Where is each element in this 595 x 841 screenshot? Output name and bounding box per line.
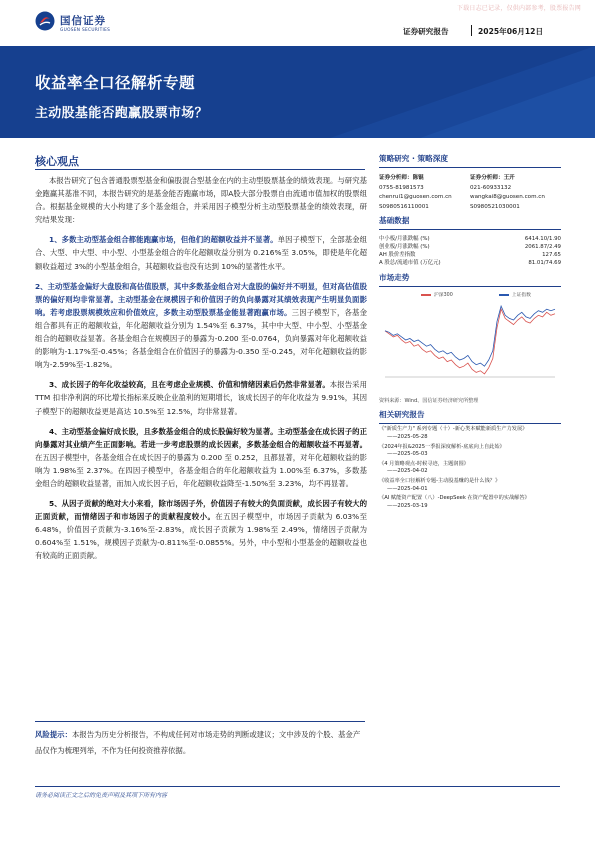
- related-report[interactable]: [379, 478, 561, 493]
- sidebar: [379, 153, 561, 510]
- header-divider: [471, 25, 472, 36]
- report-category: 策略研究 · 策略深度: [379, 154, 448, 163]
- finding-1: [35, 233, 367, 272]
- brand-name-en: GUOSEN SECURITIES: [60, 28, 111, 33]
- risk-label: 风险提示：: [35, 730, 72, 739]
- report-type: 证券研究报告: [403, 27, 449, 36]
- related-report-date: ——2025-03-19: [387, 502, 428, 509]
- data-label: 创业板/月涨跌幅 (%): [379, 244, 430, 251]
- data-value: 6414.10/1.90: [524, 236, 561, 243]
- related-report[interactable]: [379, 495, 561, 510]
- core-views-heading: 核心观点: [35, 155, 79, 168]
- finding-5: [35, 497, 367, 562]
- finding-4-detail: 在五因子模型中，各基金组合在成长因子的暴露为 0.200 至 0.252，且都显著，对年化超额收益的影响为 1.98%至 2.37%。在四因子模型中，各基金组合的年化超额收益为 1.00%至 6.37%，多数基金组合的超额收益显著，而加入成长因子后，年化超额收益降至-1.50%至 3.23%，均不再显著。: [35, 452, 367, 488]
- data-row: [379, 235, 561, 243]
- related-report-date: ——2025-04-01: [387, 485, 428, 492]
- series-line-0: [385, 310, 555, 375]
- risk-warning: [35, 727, 367, 759]
- data-value: 2061.87/2.49: [524, 244, 561, 251]
- data-row: [379, 251, 561, 259]
- market-trend-heading: 市场走势: [379, 273, 410, 283]
- finding-3-detail: 本报告采用 TTM 扣非净利润的环比增长指标来反映企业盈利的短期增长，该成长因子的年化收益为 9.91%，其因子模型下的超额收益更是高达 10.5%至 12.5%，均非常显著。: [35, 380, 367, 416]
- analyst-license: S0980516110001: [379, 203, 429, 210]
- finding-4-headline: 4、主动型基金偏好成长股，且多数基金组合的成长股偏好较为显著。: [49, 426, 278, 436]
- related-report-title[interactable]: 《4 月策略观点-时候寻迹，主题润围》: [379, 460, 469, 467]
- related-report[interactable]: [379, 426, 561, 441]
- basic-data-table: [379, 235, 561, 267]
- title-banner: [0, 46, 595, 138]
- finding-1-detail: 单因子模型下，全部基金组合、大型、中大型、中小型、小型基金组合的年化超额收益分别为 0.216%至 3.05%，即使是年化超额收益超过 3%的小型基金组合，其超额收益也没有达到 10%的显著性水平。: [35, 235, 367, 271]
- data-label: A 股总/流通市值 (万亿元): [379, 260, 441, 267]
- data-label: 中小板/月涨跌幅 (%): [379, 236, 430, 243]
- finding-2-detail: 三因子模型下，各基金组合都具有正的超额收益，年化超额收益分别为 1.54%至 6.37%，其中中大型、中小型、小型基金组合的超额收益显著。各基金组合在规模因子的暴露为-0.200 至-0.0764，负向暴露对年化超额收益的影响为-1.17%至-0.45%；各基金组合在价值因子的暴露为-0.350 至-0.245，对年化超额收益的影响为-2.59%至-1.82%。: [35, 307, 367, 370]
- related-report-date: ——2025-05-03: [387, 451, 428, 458]
- divider: [379, 286, 561, 287]
- analyst-role: 证券分析师：: [470, 175, 504, 181]
- analyst-name: 陈锟: [412, 175, 424, 181]
- legend-label: 沪深300: [434, 293, 453, 299]
- divider: [379, 229, 561, 230]
- watermark: 下载日志已记录，仅供内部参考，股票报告网: [456, 5, 581, 12]
- analyst-card: [379, 174, 470, 212]
- chart-source: 资料来源：Wind、国信证券经济研究所整理: [379, 398, 479, 405]
- core-views-body: [35, 174, 367, 570]
- report-title: 收益率全口径解析专题: [35, 74, 196, 92]
- divider: [35, 721, 365, 722]
- basic-data-heading: 基础数据: [379, 216, 410, 226]
- data-row: [379, 259, 561, 267]
- finding-5-detail: 在五因子模型中，市场因子贡献为 6.03%至 6.48%，价值因子贡献为-3.16%至-2.83%，成长因子贡献为 1.98%至 2.49%，情绪因子贡献为 0.604%至 1.51%，规模因子贡献为-0.811%至-0.0855%。另外，中小型和小型基金的超额收益也有较高的正面贡献。: [35, 512, 367, 561]
- legend-swatch: [421, 294, 431, 296]
- footer-divider: [35, 786, 560, 787]
- intro-paragraph: [35, 174, 367, 226]
- analyst-name: 王开: [503, 175, 515, 181]
- related-report[interactable]: [379, 444, 561, 459]
- intro-text: 本报告研究了包含普通股票型基金和偏股混合型基金在内的主动型股票基金的绩效表现。与研究基金跑赢其基准不同，本报告研究的是基金能否跑赢市场，即A股大部分股票自由流通市值加权的股票组合。根据基金规模的大小构建了多个基金组合，并采用因子模型分析主动型股票基金的绩效表现，研究结果发现：: [35, 176, 367, 225]
- market-trend-chart: [379, 299, 561, 391]
- finding-1-headline: 1、多数主动型基金组合都能跑赢市场，但他们的超额收益并不显著。: [49, 235, 278, 245]
- data-label: AH 股价差指数: [379, 252, 416, 259]
- related-report-title[interactable]: 《2024年报&2025一季报深度解析-底底向上自此始》: [379, 443, 505, 450]
- report-date: 2025年06月12日: [478, 27, 544, 36]
- chart-legend: [379, 290, 561, 299]
- brand-name: 国信证券: [60, 15, 106, 27]
- analyst-phone: 021-60933132: [470, 184, 512, 191]
- finding-2: [35, 280, 367, 372]
- analyst-phone: 0755-81981573: [379, 184, 424, 191]
- related-report-date: ——2025-04-02: [387, 468, 428, 475]
- analyst-card: [470, 174, 561, 212]
- related-report-date: ——2025-05-28: [387, 433, 428, 440]
- report-subtitle: 主动股基能否跑赢股票市场？: [35, 106, 208, 121]
- related-reports-list: [379, 426, 561, 510]
- analyst-license: S0980521030001: [470, 203, 520, 210]
- related-report[interactable]: [379, 461, 561, 476]
- related-reports-heading: 相关研究报告: [379, 410, 425, 420]
- analyst-role: 证券分析师：: [379, 175, 413, 181]
- related-report-title[interactable]: 《"新质生产力" 系列专题（十）-新心类本赋能新质生产力发展》: [379, 426, 528, 433]
- risk-text: 本报告为历史分析报告，不构成任何对市场走势的判断或建议；文中涉及的个股、基金产品仅作为梳理列举，不作为任何投资推荐依据。: [35, 730, 361, 755]
- finding-3: [35, 378, 367, 417]
- data-value: 81.01/74.69: [528, 260, 561, 267]
- data-value: 127.65: [542, 252, 561, 259]
- series-line-1: [385, 306, 555, 366]
- disclaimer-footer: 请务必阅读正文之后的免责声明及其项下所有内容: [35, 792, 168, 799]
- finding-4-headline-2: 主动型基金在成长因子的正向暴露对其业绩产生正面影响。若进一步考虑股票的成长因素，多数基金组合的超额收益不再显著。: [35, 426, 367, 449]
- legend-swatch: [499, 294, 509, 296]
- divider: [379, 423, 561, 424]
- data-row: [379, 243, 561, 251]
- related-report-title[interactable]: 《AI 赋能资产配置（八）-DeepSeek 在资产配置中的实战解答》: [379, 495, 530, 502]
- related-report-title[interactable]: 《收益率全口径解析专题-主动股基赚的是什么钱？》: [379, 477, 501, 484]
- analyst-email[interactable]: wangkai8@guosen.com.cn: [470, 194, 545, 201]
- divider: [35, 169, 365, 170]
- finding-4: [35, 425, 367, 490]
- guosen-logo-icon: [35, 11, 55, 31]
- analyst-email[interactable]: chenrui1@guosen.com.cn: [379, 194, 452, 201]
- divider: [379, 167, 561, 168]
- finding-5-headline: 5、从因子贡献的绝对大小来看，除市场因子外，价值因子有较大的负面贡献，成长因子有较大的正面贡献，而情绪因子和市场因子的贡献程度较小。: [35, 499, 367, 522]
- analyst-list: [379, 174, 561, 212]
- finding-2-headline: 2、主动型基金偏好大盘股和高估值股票，其中多数基金组合对大盘股的偏好并不明显，但对高估值股票的偏好则均非常显著。主动型基金在规模因子和价值因子的负向暴露对其绩效表现产生明显负面影响。若考虑股票规模效应和价值效应，多数主动型股票基金能显著跑赢市场。: [35, 281, 367, 317]
- legend-label: 上证指数: [511, 293, 531, 299]
- finding-3-headline: 3、成长因子的年化收益较高，且在考虑企业规模、价值和情绪因素后仍然非常显著。: [49, 380, 330, 390]
